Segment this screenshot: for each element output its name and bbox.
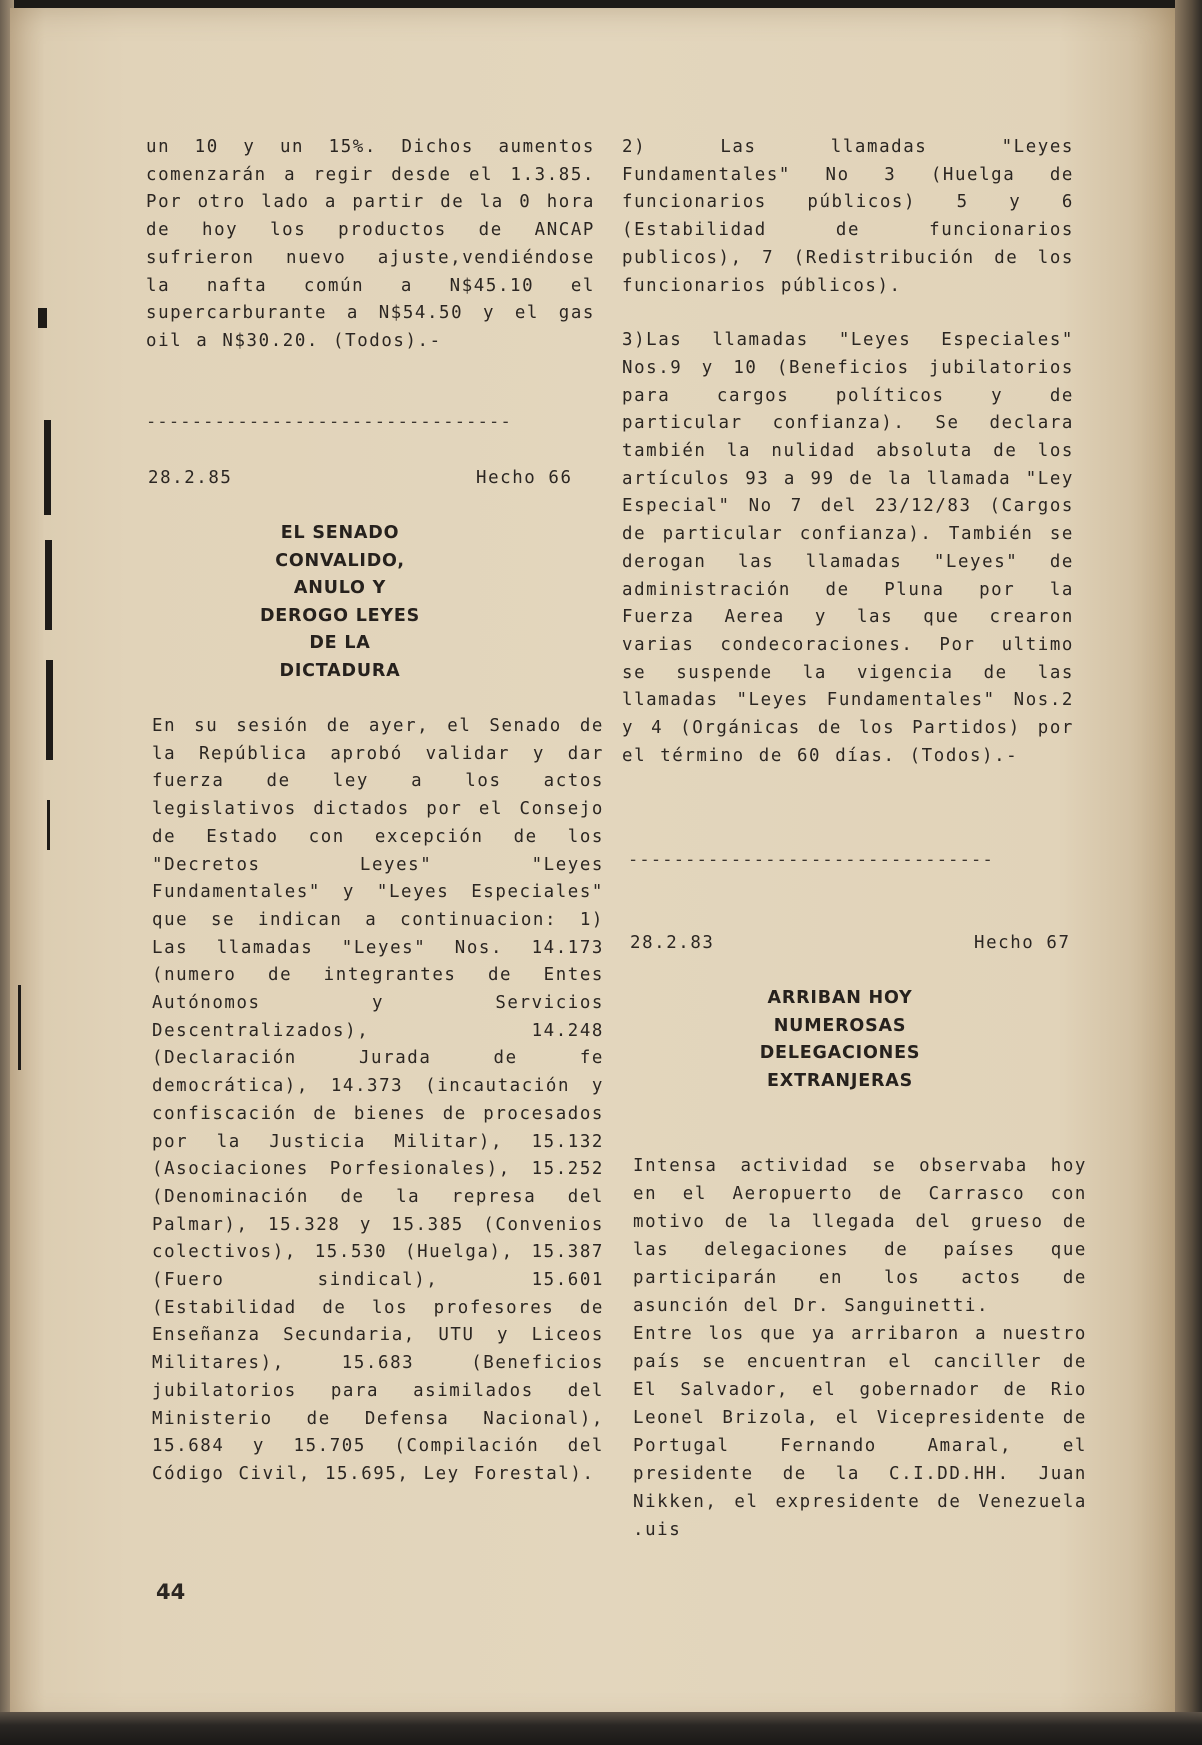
fact-66-label: Hecho 66 — [476, 468, 573, 488]
headline-line: DELEGACIONES — [759, 1043, 921, 1064]
point-3-paragraph: 3)Las llamadas "Leyes Especiales" Nos.9 y 10 (Beneficios jubilatorios para cargos políticos y de particular confianza). Se declara también la nulidad absoluta de los artículos 93 a 99 de la llamada "Ley Especial" No 7 del 23/12/83 (Cargos de particular confianza). También se derogan las llamadas "Leyes" de administración de Pluna por la Fuerza Aerea y las que crearon varias condecoraciones. Por ultimo se suspende la vigencia de las llamadas "Leyes Fundamentales" Nos.2 y 4 (Orgánicas de los Partidos) por el término de 60 días. (Todos).- — [622, 330, 1074, 766]
page-right-shadow — [1175, 0, 1202, 1745]
headline-line: ANULO Y — [293, 578, 387, 599]
continuation-paragraph: un 10 y un 15%. Dichos aumentos comenzarán a regir desde el 1.3.85. Por otro lado a partir de la 0 hora de hoy los productos de ANCAP sufrieron nuevo ajuste,vendiéndose la nafta común a N$45.10 el supercarburante a N$54.50 y el gas oil a N$30.20. (Todos).- — [146, 137, 595, 351]
fact-67-headline — [740, 985, 940, 1095]
headline-line: EXTRANJERAS — [767, 1070, 913, 1091]
left-column-continuation — [146, 134, 595, 356]
fact-66-headline — [240, 520, 440, 686]
section-divider: -------------------------------- — [628, 850, 994, 870]
headline-line: ARRIBAN HOY — [767, 988, 913, 1008]
fact-67-date: 28.2.83 — [630, 933, 715, 953]
fact-67-paragraph-1: Intensa actividad se observaba hoy en el Aeropuerto de Carrasco con motivo de la llegada del grueso de las delegaciones de países que participarán en los actos de asunción del Dr. Sanguinetti. — [633, 1156, 1087, 1316]
page-bottom-shadow — [0, 1712, 1202, 1745]
binding-mark — [46, 660, 53, 760]
fact-67-label: Hecho 67 — [974, 933, 1071, 953]
fact-66-paragraph: En su sesión de ayer, el Senado de la República aprobó validar y dar fuerza de ley a los actos legislativos dictados por el Consejo de Estado con excepción de los "Decretos Leyes" "Leyes Fundamentales" y "Leyes Especiales" que se indican a continuacion: 1) Las llamadas "Leyes" Nos. 14.173 (numero de integrantes de Entes Autónomos y Servicios Descentralizados), 14.248 (Declaración Jurada de fe democrática), 14.373 (incautación y confiscación de bienes de procesados por la Justicia Militar), 15.132 (Asociaciones Porfesionales), 15.252 (Denominación de la represa del Palmar), 15.328 y 15.385 (Convenios colectivos), 15.530 (Huelga), 15.387 (Fuero sindical), 15.601 (Estabilidad de los profesores de Enseñanza Secundaria, UTU y Liceos Militares), 15.683 (Beneficios jubilatorios para asimilados del Ministerio de Defensa Nacional), 15.684 y 15.705 (Compilación del Código Civil, 15.695, Ley Forestal). — [152, 716, 604, 1484]
right-column-points — [622, 134, 1074, 770]
headline-line: DICTADURA — [279, 660, 401, 681]
headline-line: EL SENADO — [280, 523, 400, 543]
section-divider: -------------------------------- — [146, 412, 512, 432]
binding-mark — [44, 420, 51, 515]
headline-line: DEROGO LEYES — [259, 605, 421, 626]
binding-mark — [18, 985, 21, 1070]
binding-mark — [45, 540, 52, 630]
point-2-paragraph: 2) Las llamadas "Leyes Fundamentales" No 3 (Huelga de funcionarios públicos) 5 y 6 (Estabilidad de funcionarios publicos), 7 (Redistribución de los funcionarios públicos). — [622, 137, 1074, 296]
fact-66-date: 28.2.85 — [148, 468, 233, 488]
fact-66-body — [152, 713, 604, 1489]
binding-mark — [38, 308, 47, 328]
page-number: 44 — [156, 1580, 186, 1604]
headline-line: NUMEROSAS — [773, 1015, 907, 1036]
fact-67-body — [633, 1152, 1087, 1544]
headline-line: CONVALIDO, — [275, 550, 405, 571]
headline-line: DE LA — [309, 633, 371, 654]
binding-mark — [47, 800, 50, 850]
fact-67-paragraph-2: Entre los que ya arribaron a nuestro país se encuentran el canciller de El Salvador, el gobernador de Rio Leonel Brizola, el Vicepresidente de Portugal Fernando Amaral, el presidente de la C.I.DD.HH. Juan Nikken, el expresidente de Venezuela .uis — [633, 1324, 1087, 1540]
